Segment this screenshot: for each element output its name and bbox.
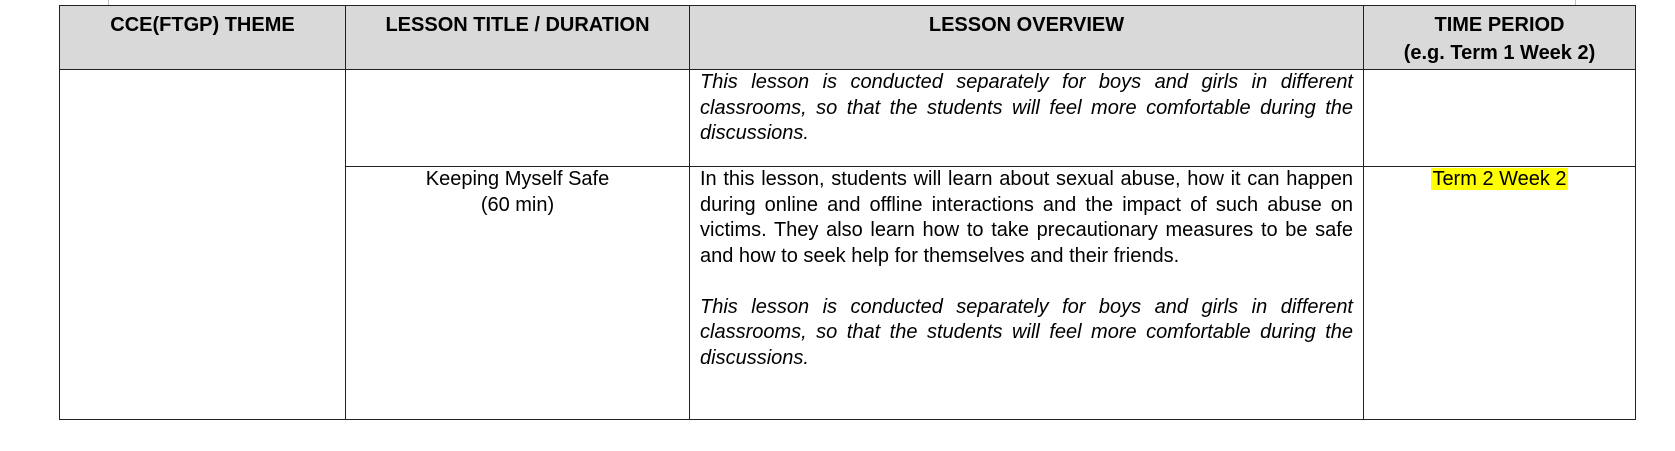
header-theme: CCE(FTGP) THEME — [60, 6, 346, 70]
lesson-title-cell — [346, 167, 690, 420]
time-period-cell — [1364, 70, 1636, 167]
overview-cell — [690, 70, 1364, 167]
header-time-period — [1364, 6, 1636, 70]
overview-cell — [690, 167, 1364, 420]
time-period-highlight: Term 2 Week 2 — [1432, 168, 1567, 190]
lesson-plan-table — [59, 5, 1636, 420]
theme-cell — [60, 70, 346, 420]
header-time-period-label: TIME PERIOD — [1434, 14, 1565, 36]
lesson-title: Keeping Myself Safe — [425, 168, 610, 190]
lesson-title-cell — [346, 70, 690, 167]
overview-note: This lesson is conducted separately for boys and girls in different classrooms, so that the students will feel more comfortable during the discussions. — [700, 295, 1353, 369]
table-row — [60, 70, 1636, 167]
time-period-cell — [1364, 167, 1636, 420]
header-overview: LESSON OVERVIEW — [690, 6, 1364, 70]
overview-text: In this lesson, students will learn about sexual abuse, how it can happen during online and offline interactions and the impact of such abuse on victims. They also learn how to take precautionary measures to be safe and how to seek help for themselves and their friends. — [700, 168, 1353, 267]
header-row — [60, 6, 1636, 70]
header-lesson-title: LESSON TITLE / DURATION — [346, 6, 690, 70]
lesson-duration: (60 min) — [480, 193, 555, 216]
paragraph-gap — [700, 269, 1353, 295]
overview-note: This lesson is conducted separately for boys and girls in different classrooms, so that the students will feel more comfortable during the discussions. — [700, 71, 1353, 144]
header-time-period-example: (e.g. Term 1 Week 2) — [1403, 42, 1596, 64]
